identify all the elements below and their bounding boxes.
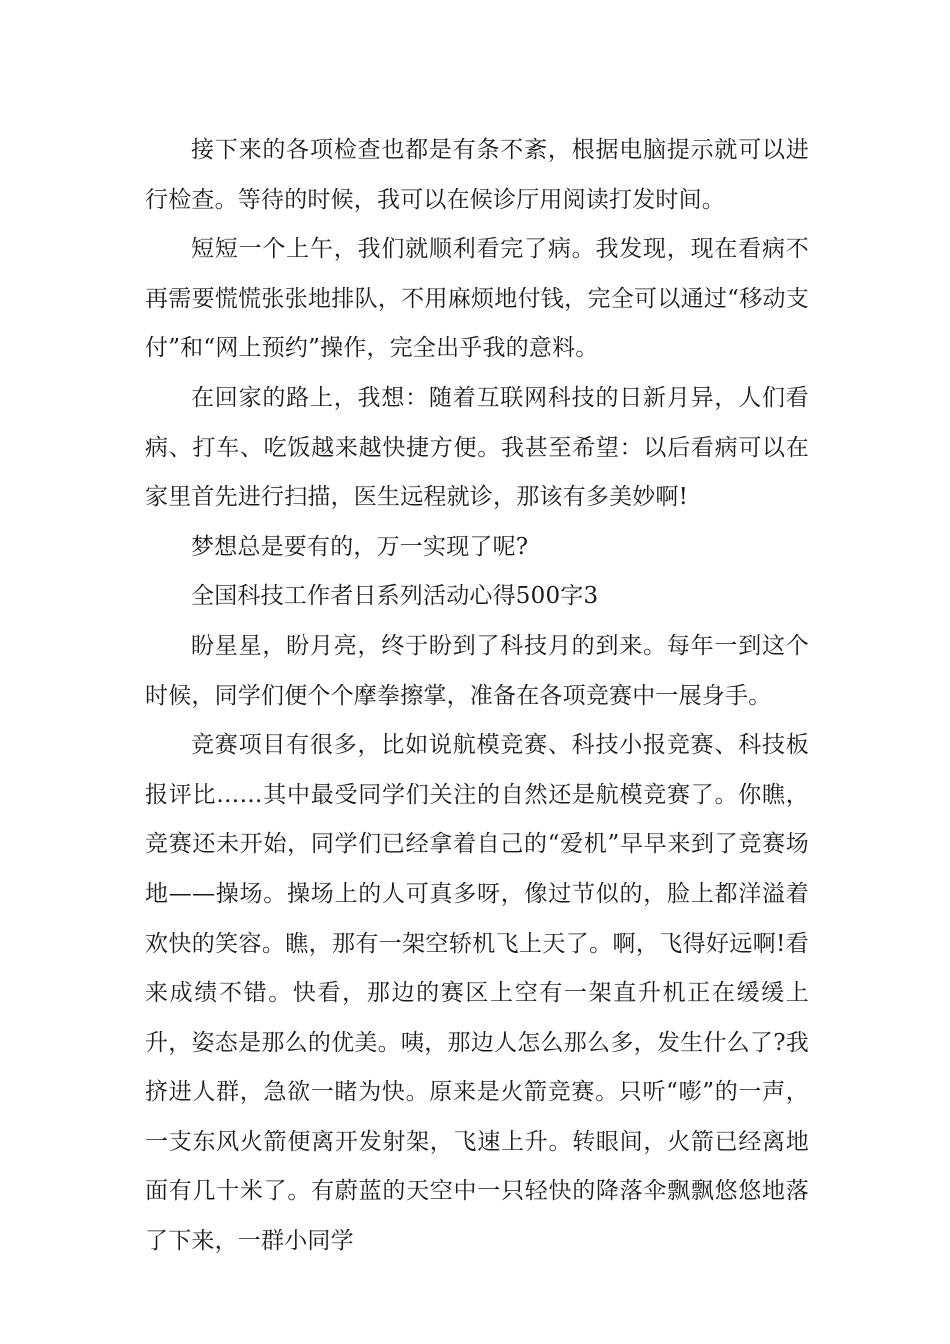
paragraph-competition: 竞赛项目有很多，比如说航模竞赛、科技小报竞赛、科技板报评比……其中最受同学们关注的自然还是航模竞赛了。你瞧，竞赛还未开始，同学们已经拿着自己的“爱机”早早来到了竞赛场地——操场。操场上的人可真多呀，像过节似的，脸上都洋溢着欢快的笑容。瞧，那有一架空轿机飞上天了。啊，飞得好远啊!看来成绩不错。快看，那边的赛区上空有一架直升机正在缓缓上升，姿态是那么的优美。咦，那边人怎么那么多，发生什么了?我挤进人群，急欲一睹为快。原来是火箭竞赛。只听“嘭”的一声，一支东风火箭便离开发射架，飞速上升。转眼间，火箭已经离地面有几十米了。有蔚蓝的天空中一只轻快的降落伞飘飘悠悠地落了下来，一群小同学 bbox=[145, 732, 809, 1255]
paragraph-morning-visit: 短短一个上午，我们就顺利看完了病。我发现，现在看病不再需要慌慌张张地排队，不用麻烦地付钱，完全可以通过“移动支付”和“网上预约”操作，完全出乎我的意料。 bbox=[145, 236, 809, 362]
document-body bbox=[145, 126, 809, 1267]
paragraph-dream: 梦想总是要有的，万一实现了呢? bbox=[191, 533, 529, 560]
paragraph-way-home: 在回家的路上，我想：随着互联网科技的日新月异，人们看病、打车、吃饭越来越快捷方便。我甚至希望：以后看病可以在家里首先进行扫描，医生远程就诊，那该有多美妙啊! bbox=[145, 384, 809, 511]
paragraph-checkups: 接下来的各项检查也都是有条不紊，根据电脑提示就可以进行检查。等待的时候，我可以在候诊厅用阅读打发时间。 bbox=[145, 137, 809, 213]
paragraph-science-month: 盼星星，盼月亮，终于盼到了科技月的到来。每年一到这个时候，同学们便个个摩拳擦掌，准备在各项竞赛中一展身手。 bbox=[145, 632, 809, 709]
section-heading: 全国科技工作者日系列活动心得500字3 bbox=[191, 583, 599, 610]
